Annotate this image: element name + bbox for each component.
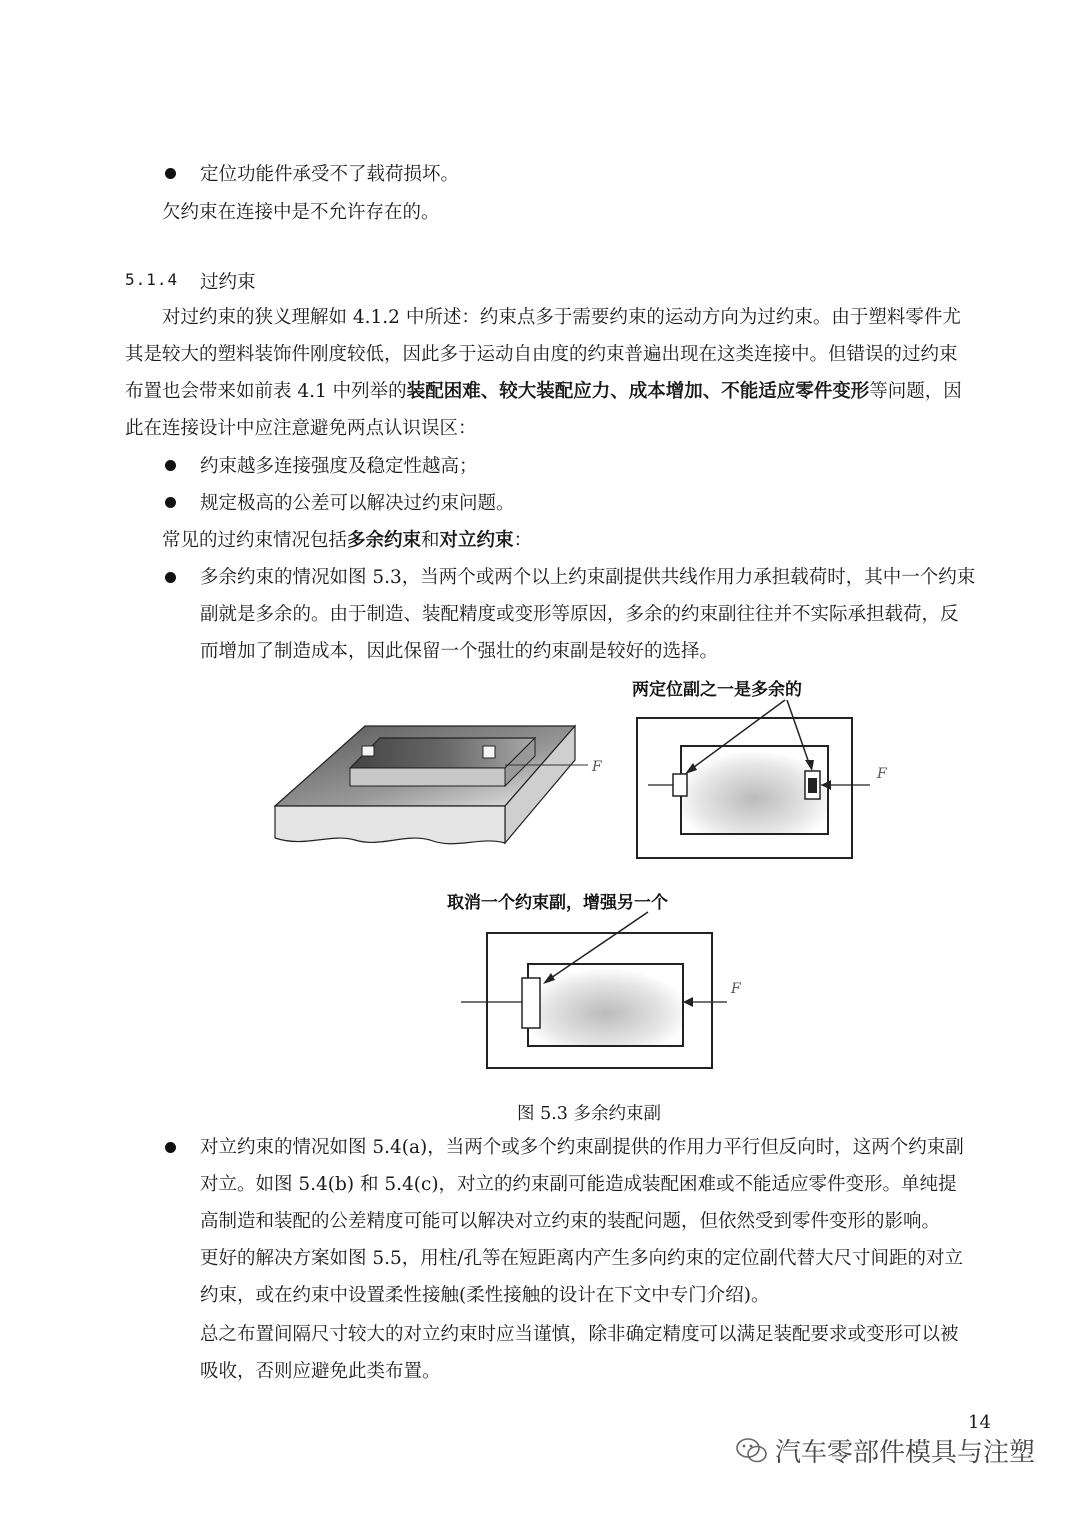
bullet-text: 定位功能件承受不了载荷损坏。 <box>200 164 460 185</box>
opposing-line-5: 约束，或在约束中设置柔性接触(柔性接触的设计在下文中专门介绍)。 <box>200 1285 770 1306</box>
watermark <box>735 1432 1035 1469</box>
figure-5-3 <box>265 668 887 1093</box>
term-opposing: 对立约束 <box>439 530 514 551</box>
term-redundant: 多余约束 <box>347 530 422 551</box>
intro-line-3 <box>125 373 962 410</box>
under-constraint-note: 欠约束在连接中是不允许存在的。 <box>162 202 440 223</box>
misconception-2: 规定极高的公差可以解决过约束问题。 <box>200 493 515 514</box>
two-locator-diagram <box>632 679 888 858</box>
common-cases-line <box>162 526 532 552</box>
force-label: F <box>731 981 741 997</box>
opposing-line-3: 高制造和装配的公差精度可能可以解决对立约束的装配问题，但依然受到零件变形的影响。 <box>200 1211 941 1232</box>
bullet-dot <box>165 168 176 179</box>
redundant-line-2: 副就是多余的。由于制造、装配精度或变形等原因，多余的约束副往往并不实际承担载荷，反 <box>200 604 959 625</box>
iso-plate-illustration <box>275 726 603 844</box>
figure-label-bottom: 取消一个约束副，增强另一个 <box>447 893 668 913</box>
page-number: 14 <box>968 1412 991 1433</box>
bullet-dot <box>165 497 176 508</box>
intro-line-1: 对过约束的狭义理解如 4.1.2 中所述：约束点多于需要约束的运动方向为过约束。由于塑料零件尤 <box>162 307 961 328</box>
opposing-line-1: 对立约束的情况如图 5.4(a)，当两个或多个约束副提供的作用力平行但反向时，这两个约束副 <box>200 1137 964 1158</box>
redundant-line-1: 多余约束的情况如图 5.3，当两个或两个以上约束副提供共线作用力承担载荷时，其中一个约束 <box>200 567 976 588</box>
intro-line-2: 其是较大的塑料装饰件刚度较低，因此多于运动自由度的约束普遍出现在这类连接中。但错误的过约束 <box>125 344 958 365</box>
common-cases-suffix: ： <box>513 530 533 551</box>
opposing-line-7: 吸收，否则应避免此类布置。 <box>200 1361 441 1382</box>
bullet-dot <box>165 1142 176 1153</box>
misconception-1: 约束越多连接强度及稳定性越高； <box>200 456 478 477</box>
intro-line-3-a: 布置也会带来如前表 4.1 中列举的 <box>125 381 407 402</box>
intro-line-4: 此在连接设计中应注意避免两点认识误区： <box>125 418 477 439</box>
bullet-dot <box>165 572 176 583</box>
intro-line-3-bold: 装配困难、较大装配应力、成本增加、不能适应零件变形 <box>406 381 870 402</box>
opposing-line-6: 总之布置间隔尺寸较大的对立约束时应当谨慎，除非确定精度可以满足装配要求或变形可以被 <box>200 1324 959 1345</box>
intro-line-3-b: 等问题，因 <box>869 381 962 402</box>
redundant-line-3: 而增加了制造成本，因此保留一个强壮的约束副是较好的选择。 <box>200 641 719 662</box>
figure-caption: 图 5.3 多余约束副 <box>517 1104 661 1124</box>
opposing-line-4: 更好的解决方案如图 5.5，用柱/孔等在短距离内产生多向约束的定位副代替大尺寸间距的对立 <box>200 1248 964 1269</box>
bullet-dot <box>165 460 176 471</box>
section-number: 5.1.4 <box>125 270 179 289</box>
figure-label-top: 两定位副之一是多余的 <box>632 680 802 700</box>
common-cases-mid: 和 <box>421 530 440 551</box>
single-locator-diagram <box>447 892 742 1068</box>
section-title: 过约束 <box>200 272 256 293</box>
watermark-text: 汽车零部件模具与注塑 <box>775 1438 1036 1468</box>
common-cases-prefix: 常见的过约束情况包括 <box>162 530 348 551</box>
force-label: F <box>592 759 602 775</box>
opposing-line-2: 对立。如图 5.4(b) 和 5.4(c)，对立的约束副可能造成装配困难或不能适应零件变形。单纯提 <box>200 1174 957 1195</box>
force-label: F <box>877 766 887 782</box>
wechat-icon <box>735 1437 769 1465</box>
